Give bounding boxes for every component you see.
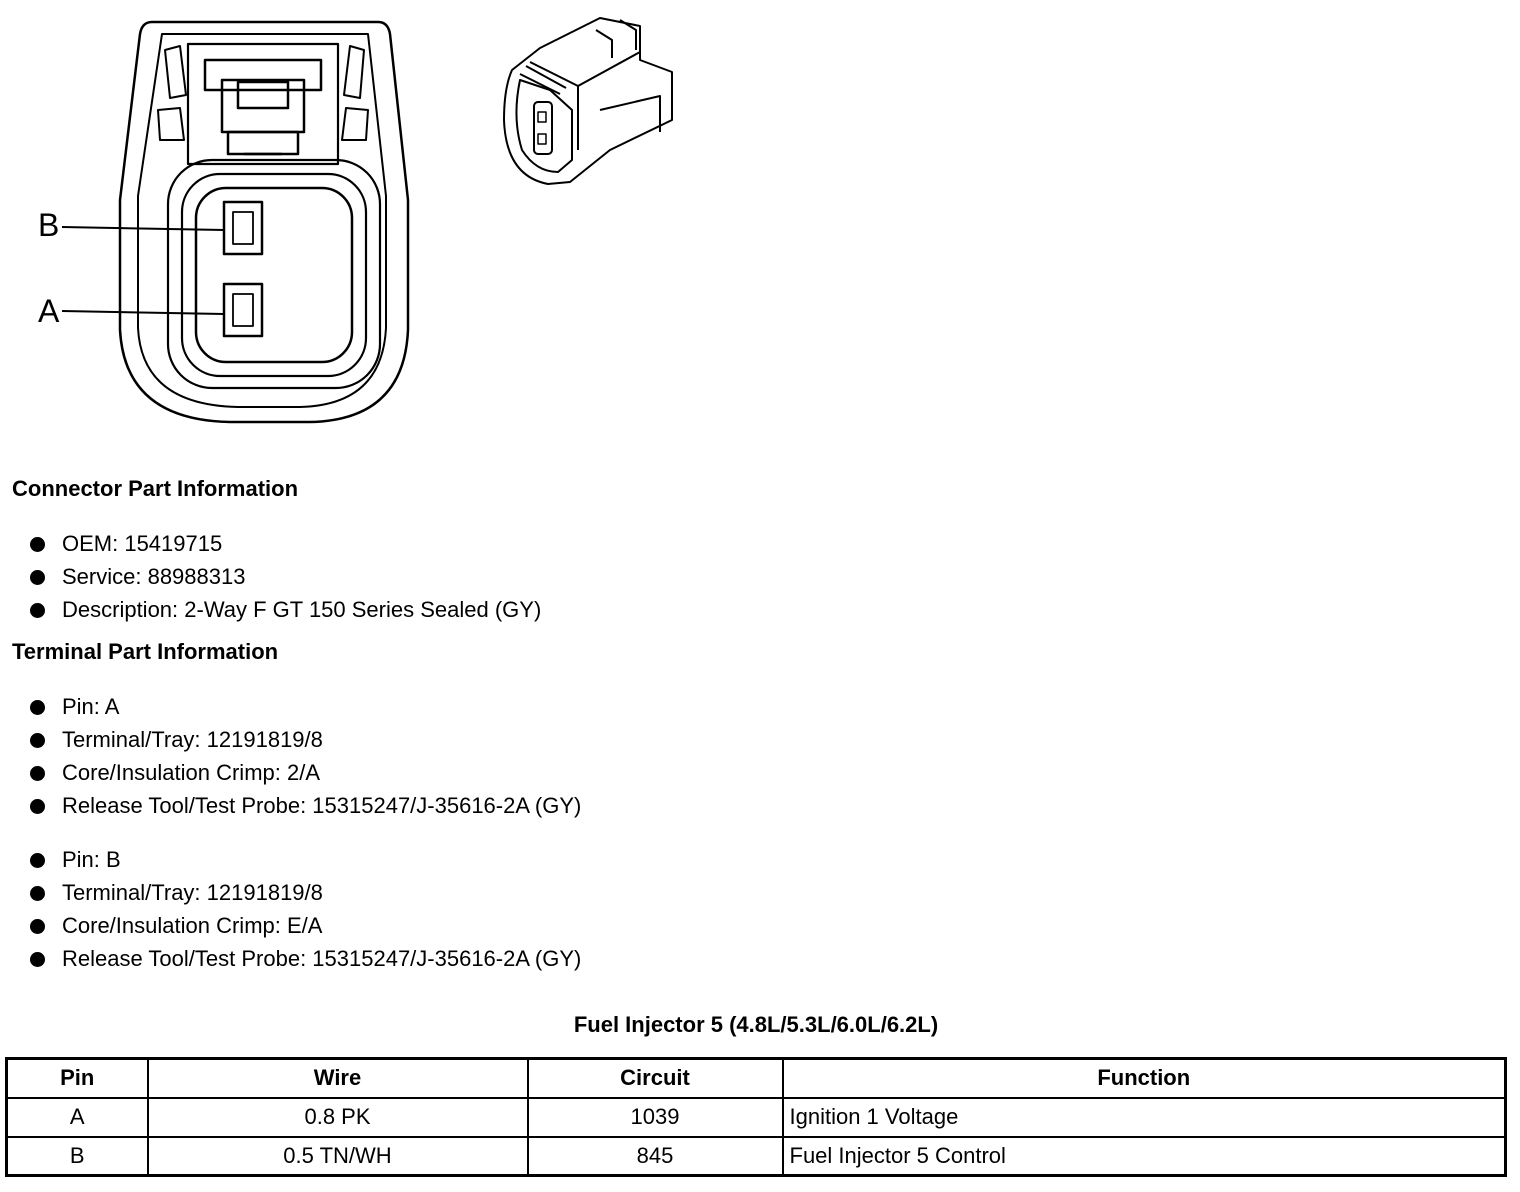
cell-function: Fuel Injector 5 Control (783, 1137, 1506, 1176)
terminal-info-title: Terminal Part Information (12, 639, 279, 664)
pin-table-title: Fuel Injector 5 (4.8L/5.3L/6.0L/6.2L) (573, 1012, 939, 1037)
bullet-icon (30, 537, 45, 552)
list-item: Service: 88988313 (28, 560, 541, 593)
list-item: Terminal/Tray: 12191819/8 (28, 876, 581, 909)
list-item: Pin: A (28, 690, 581, 723)
connector-info-list (28, 527, 541, 626)
pin-label-a: A (38, 293, 60, 329)
list-item: Description: 2-Way F GT 150 Series Sealed (GY) (28, 593, 541, 626)
table-row (7, 1098, 1506, 1137)
cell-wire: 0.5 TN/WH (148, 1137, 528, 1176)
bullet-icon (30, 919, 45, 934)
cell-circuit: 1039 (528, 1098, 783, 1137)
bullet-icon (30, 952, 45, 967)
header-pin: Pin (7, 1059, 148, 1098)
table-row (7, 1137, 1506, 1176)
terminal-info-list-pin-a (28, 690, 581, 822)
bullet-icon (30, 700, 45, 715)
list-item: Core/Insulation Crimp: 2/A (28, 756, 581, 789)
terminal-info-list-pin-b (28, 843, 581, 975)
header-function: Function (783, 1059, 1506, 1098)
list-item: Pin: B (28, 843, 581, 876)
header-wire: Wire (148, 1059, 528, 1098)
bullet-icon (30, 799, 45, 814)
cell-pin: A (7, 1098, 148, 1137)
list-item: Release Tool/Test Probe: 15315247/J-35616-2A (GY) (28, 789, 581, 822)
bullet-icon (30, 603, 45, 618)
list-item: Core/Insulation Crimp: E/A (28, 909, 581, 942)
table-header-row (7, 1059, 1506, 1098)
cell-wire: 0.8 PK (148, 1098, 528, 1137)
list-item: Release Tool/Test Probe: 15315247/J-35616-2A (GY) (28, 942, 581, 975)
bullet-icon (30, 886, 45, 901)
header-circuit: Circuit (528, 1059, 783, 1098)
bullet-icon (30, 766, 45, 781)
cell-pin: B (7, 1137, 148, 1176)
pin-table (5, 1057, 1507, 1177)
list-item: Terminal/Tray: 12191819/8 (28, 723, 581, 756)
list-item: OEM: 15419715 (28, 527, 541, 560)
pin-label-b: B (38, 207, 60, 243)
bullet-icon (30, 853, 45, 868)
cell-circuit: 845 (528, 1137, 783, 1176)
bullet-icon (30, 733, 45, 748)
connector-isometric-view (504, 18, 672, 184)
connector-face-view (62, 22, 408, 422)
connector-diagram (0, 0, 700, 440)
cell-function: Ignition 1 Voltage (783, 1098, 1506, 1137)
bullet-icon (30, 570, 45, 585)
connector-info-title: Connector Part Information (12, 476, 299, 501)
